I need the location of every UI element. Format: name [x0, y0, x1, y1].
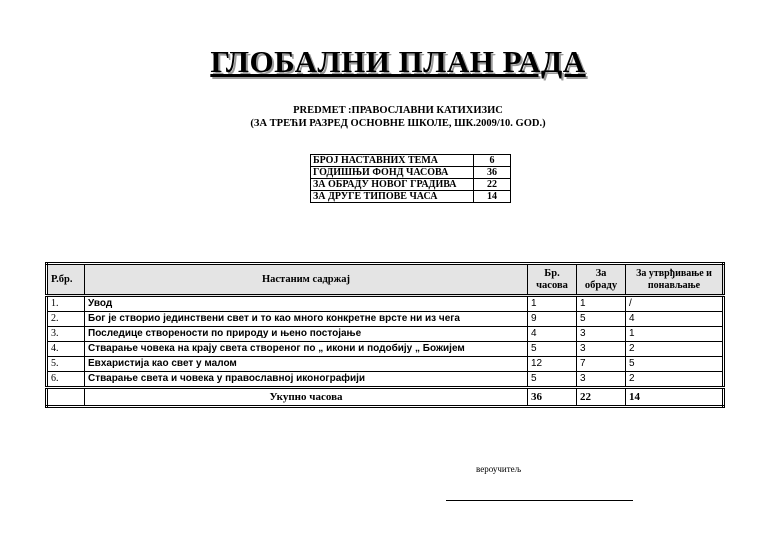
- row-number: 4.: [47, 342, 85, 357]
- total-review: 14: [626, 388, 724, 407]
- summary-label: ЗА ОБРАДУ НОВОГ ГРАДИВА: [311, 179, 474, 191]
- row-hours: 1: [528, 296, 577, 312]
- total-row: [47, 388, 724, 407]
- page-title: ГЛОБАЛНИ ПЛАН РАДА: [210, 44, 586, 79]
- row-number: 5.: [47, 357, 85, 372]
- table-row: [47, 327, 724, 342]
- summary-label: БРОЈ НАСТАВНИХ ТЕМА: [311, 155, 474, 167]
- plan-header-row: [47, 264, 724, 296]
- summary-row: [311, 167, 511, 179]
- subject-line: PREDMET :ПРАВОСЛАВНИ КАТИХИЗИС: [293, 105, 503, 116]
- signer-label: вероучитељ: [476, 464, 522, 474]
- header-hours: Бр. часова: [528, 264, 577, 296]
- summary-value: 22: [474, 179, 511, 191]
- row-content: Стварање света и човека у православној иконографији: [85, 372, 528, 388]
- total-label: Укупно часова: [85, 388, 528, 407]
- table-row: [47, 312, 724, 327]
- signature-line: [446, 500, 633, 501]
- row-hours: 5: [528, 372, 577, 388]
- summary-value: 14: [474, 191, 511, 203]
- summary-value: 36: [474, 167, 511, 179]
- row-content: Стварање човека на крају света створеног по „ икони и подобију „ Божијем: [85, 342, 528, 357]
- row-new: 1: [577, 296, 626, 312]
- table-row: [47, 296, 724, 312]
- row-number: 6.: [47, 372, 85, 388]
- row-number: 3.: [47, 327, 85, 342]
- table-row: [47, 342, 724, 357]
- row-review: /: [626, 296, 724, 312]
- row-hours: 12: [528, 357, 577, 372]
- row-content: Увод: [85, 296, 528, 312]
- row-review: 5: [626, 357, 724, 372]
- row-review: 1: [626, 327, 724, 342]
- header-rb: Р.бр.: [47, 264, 85, 296]
- summary-label: ГОДИШЊИ ФОНД ЧАСОВА: [311, 167, 474, 179]
- total-new: 22: [577, 388, 626, 407]
- row-new: 3: [577, 342, 626, 357]
- row-hours: 4: [528, 327, 577, 342]
- row-content: Последице створености по природу и њено постојање: [85, 327, 528, 342]
- row-content: Бог је створио јединствени свет и то као много конкретне врсте ни из чега: [85, 312, 528, 327]
- row-new: 3: [577, 327, 626, 342]
- row-review: 4: [626, 312, 724, 327]
- row-new: 5: [577, 312, 626, 327]
- summary-table: [310, 154, 511, 203]
- summary-value: 6: [474, 155, 511, 167]
- summary-row: [311, 155, 511, 167]
- plan-table: [45, 262, 725, 408]
- header-new: За обраду: [577, 264, 626, 296]
- row-hours: 5: [528, 342, 577, 357]
- total-hours: 36: [528, 388, 577, 407]
- summary-row: [311, 191, 511, 203]
- row-new: 7: [577, 357, 626, 372]
- row-hours: 9: [528, 312, 577, 327]
- header-review: За утврђивање и понављање: [626, 264, 724, 296]
- grade-line: (ЗА ТРЕЋИ РАЗРЕД ОСНОВНЕ ШКОЛЕ, ШК.2009/10. GOD.): [250, 118, 546, 129]
- summary-row: [311, 179, 511, 191]
- total-empty: [47, 388, 85, 407]
- row-new: 3: [577, 372, 626, 388]
- table-row: [47, 357, 724, 372]
- row-content: Евхаристија као свет у малом: [85, 357, 528, 372]
- header-content: Настаним садржај: [85, 264, 528, 296]
- row-number: 2.: [47, 312, 85, 327]
- row-review: 2: [626, 372, 724, 388]
- row-number: 1.: [47, 296, 85, 312]
- summary-label: ЗА ДРУГЕ ТИПОВЕ ЧАСА: [311, 191, 474, 203]
- table-row: [47, 372, 724, 388]
- row-review: 2: [626, 342, 724, 357]
